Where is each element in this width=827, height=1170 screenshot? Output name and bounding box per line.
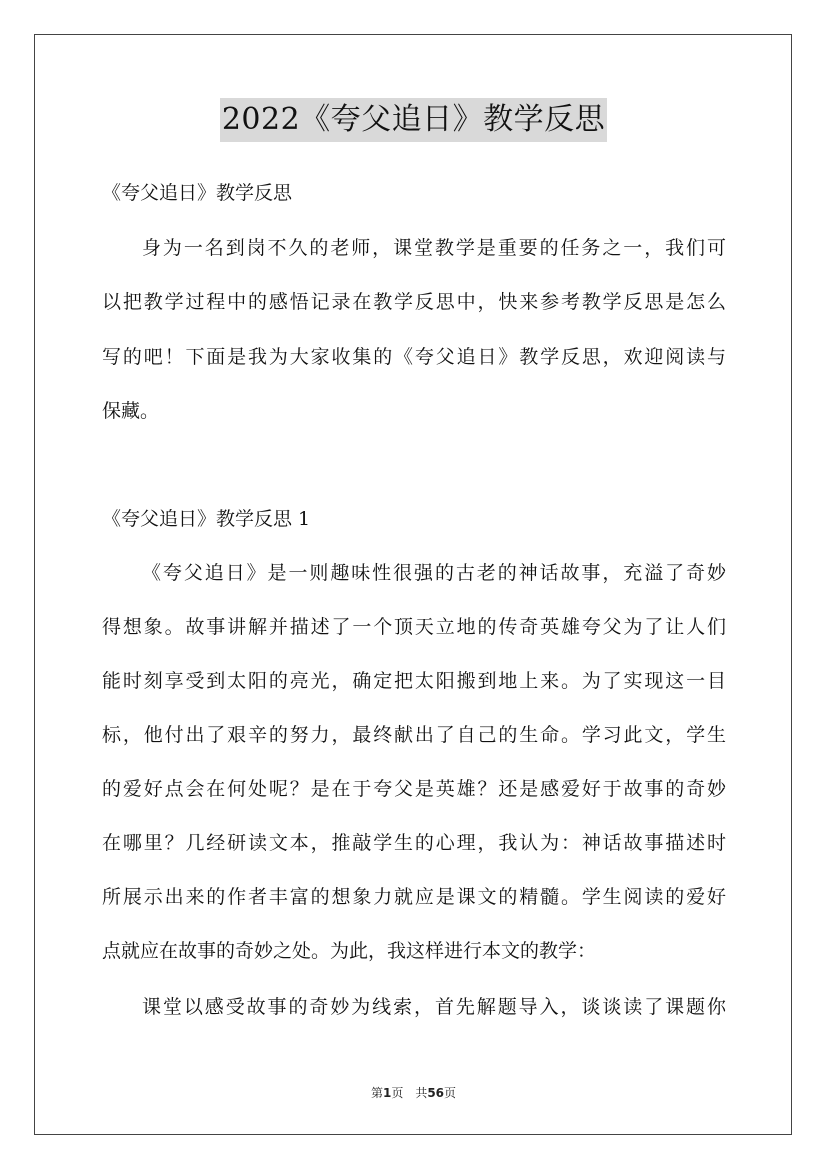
footer-suffix: 页 [444,1086,457,1100]
paragraph-line-1: 《夸父追日》是一则趣味性很强的古老的神话故事，充溢了奇妙 [142,562,726,584]
paragraph2-line-1: 课堂以感受故事的奇妙为线索，首先解题导入，谈谈读了课题你 [142,996,726,1018]
intro-line-2: 以把教学过程中的感悟记录在教学反思中，快来参考教学反思是怎么 [102,291,726,313]
document-title: 2022《夸父追日》教学反思 [220,98,607,142]
paragraph-line-8: 点就应在故事的奇妙之处。为此，我这样进行本文的教学： [102,940,597,962]
section-subtitle: 《夸父追日》教学反思 [102,182,293,204]
intro-line-3: 写的吧！下面是我为大家收集的《夸父追日》教学反思，欢迎阅读与 [102,346,726,368]
title-container [0,98,827,142]
paragraph-line-3: 能时刻享受到太阳的亮光，确定把太阳搬到地上来。为了实现这一目 [102,670,726,692]
intro-line-1: 身为一名到岗不久的老师，课堂教学是重要的任务之一，我们可 [142,237,726,259]
footer-prefix: 第 [370,1086,383,1100]
footer-mid: 页 共 [391,1086,428,1100]
footer-current-page: 1 [382,1086,392,1100]
section-heading: 《夸父追日》教学反思 1 [102,508,311,530]
paragraph-line-5: 的爱好点会在何处呢？是在于夸父是英雄？还是感爱好于故事的奇妙 [102,778,726,800]
page-footer [0,1084,827,1101]
paragraph-line-7: 所展示出来的作者丰富的想象力就应是课文的精髓。学生阅读的爱好 [102,886,726,908]
paragraph-line-6: 在哪里？几经研读文本，推敲学生的心理，我认为：神话故事描述时 [102,832,726,854]
paragraph-line-2: 得想象。故事讲解并描述了一个顶天立地的传奇英雄夸父为了让人们 [102,616,726,638]
paragraph-line-4: 标，他付出了艰辛的努力，最终献出了自己的生命。学习此文，学生 [102,724,726,746]
intro-line-4: 保藏。 [102,400,160,422]
footer-total-pages: 56 [427,1086,445,1100]
